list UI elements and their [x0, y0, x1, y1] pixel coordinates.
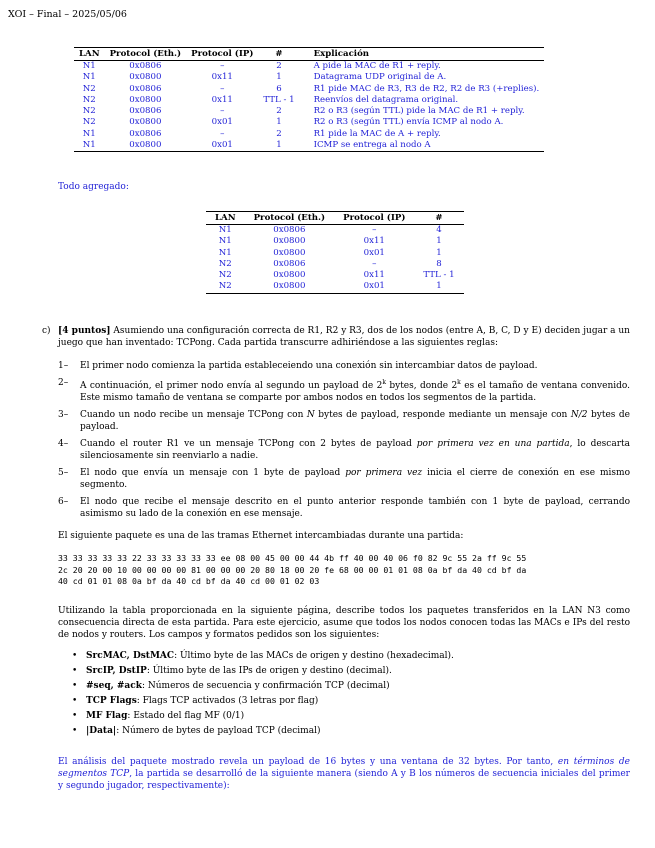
table-cell: 0x11 [211, 72, 233, 83]
table-cell: N2 [206, 281, 245, 293]
table-row [74, 95, 544, 106]
field-name: #seq, #ack [86, 681, 142, 691]
question-label: c) [42, 326, 51, 336]
question-text: Asumiendo una configuración correcta de R1, R2 y R3, dos de los nodos (entre A, B, C, D y E) deciden jugar a un juego que han inventado: TCPong. Cada partida transcurre adhiriéndose a las siguientes reglas: [58, 326, 630, 348]
table-cell: N2 [218, 258, 232, 269]
field-item [72, 679, 454, 694]
table-cell: 0x0800 [273, 247, 306, 258]
rule-text: El nodo que recibe el mensaje descrito en el punto anterior responde también con 1 byte de payload, cerrando asimismo su lado de la conexión en ese mensaje. [80, 497, 630, 519]
table-cell: Reenvíos del datagrama original. [313, 94, 459, 105]
aggregate-label: Todo agregado: [58, 182, 129, 192]
table-cell: – [372, 225, 377, 235]
table-cell: 0x0800 [273, 236, 306, 247]
rules-list [58, 360, 630, 525]
rule-text: A continuación, el primer nodo envía al segundo un payload de 2 [80, 381, 383, 391]
rule-item [58, 438, 630, 462]
rule-text: es el tamaño de ventana convenido. Este mismo tamaño de ventana se comparte por ambos nodos en todos los segmentos de la partida. [80, 381, 631, 403]
table-cell: – [220, 106, 225, 117]
table-cell: 1 [436, 247, 442, 258]
column-header: LAN [74, 48, 105, 61]
table-cell: R2 o R3 (según TTL) pide la MAC de R1 + reply. [313, 106, 525, 117]
column-header: # [414, 212, 463, 225]
field-item [72, 649, 454, 664]
table-cell: 0x0800 [129, 94, 162, 105]
table-cell: – [372, 258, 377, 269]
table-row [74, 72, 544, 83]
table-header-row [74, 48, 544, 61]
table-cell: N1 [218, 225, 232, 235]
column-header: LAN [206, 212, 245, 225]
table-row [74, 84, 544, 95]
table-cell: – [220, 128, 225, 139]
field-item [72, 664, 454, 679]
rule-number: 5– [58, 468, 69, 478]
rule-text: N [306, 410, 315, 420]
table-cell: 0x01 [334, 281, 414, 293]
points-label: [4 puntos] [58, 326, 111, 336]
column-header: Protocol (Eth.) [105, 48, 187, 61]
frame-intro: El siguiente paquete es una de las tramas Ethernet intercambiadas durante una partida: [58, 531, 464, 541]
table-cell: 0x0800 [273, 270, 306, 281]
table-cell: TTL - 1 [263, 94, 295, 105]
table-cell: 2 [276, 61, 282, 71]
table-row [206, 248, 464, 259]
rule-text: k [457, 379, 461, 386]
table-cell: 2 [276, 106, 282, 117]
rule-text: bytes de payload, responde mediante un mensaje con [314, 410, 571, 420]
rule-item [58, 496, 630, 520]
table-cell: N1 [218, 236, 232, 247]
field-description: : Estado del flag MF (0/1) [127, 711, 245, 721]
field-item [72, 694, 454, 709]
table-cell: N1 [82, 61, 96, 71]
table-body [206, 225, 464, 294]
field-name: |Data| [86, 726, 117, 736]
table-cell: N1 [82, 128, 96, 139]
rule-number: 3– [58, 410, 69, 420]
column-header: Explicación [300, 48, 545, 61]
question-statement [58, 325, 630, 349]
table-row [206, 281, 464, 293]
table-cell: 1 [276, 117, 282, 128]
table-cell: TTL - 1 [423, 270, 455, 281]
rule-item [58, 409, 630, 433]
fields-list [72, 649, 454, 739]
table-cell: 0x11 [363, 270, 385, 281]
rule-number: 6– [58, 497, 69, 507]
table-cell: N1 [218, 247, 232, 258]
instructions-paragraph: Utilizando la tabla proporcionada en la siguiente página, describe todos los paquetes transferidos en la LAN N3 como consecuencia directa de esta partida. Para este ejercicio, asume que todos los nodos conocen todas las MACs e IPs del resto de nodos y routers. Los campos y formatos pedidos son los siguientes: [58, 606, 630, 640]
field-name: TCP Flags [86, 696, 137, 706]
aggregate-table [206, 211, 464, 294]
table-cell: 0x0806 [273, 258, 306, 269]
column-header: Protocol (IP) [334, 212, 414, 225]
rule-text: Cuando el router R1 ve un mensaje TCPong con 2 bytes de payload [80, 439, 417, 449]
table-cell: 0x0800 [105, 140, 187, 152]
rule-text: El primer nodo comienza la partida estableceiendo una conexión sin intercambiar datos de payload. [80, 361, 538, 371]
table-row [206, 270, 464, 281]
table-cell: – [220, 83, 225, 94]
hex-line: 2c 20 20 00 10 00 00 00 00 81 00 00 00 20 80 18 00 20 fe 68 00 00 01 01 08 0a bf da 40 cd bf da [58, 564, 527, 575]
column-header: Protocol (IP) [186, 48, 258, 61]
table-row [74, 129, 544, 140]
question-c [42, 325, 630, 349]
table-cell: 6 [276, 83, 282, 94]
table-cell: 1 [276, 72, 282, 83]
table-cell: N2 [82, 106, 96, 117]
hex-line: 33 33 33 33 33 22 33 33 33 33 33 ee 08 00 45 00 00 44 4b ff 40 00 40 06 f0 82 9c 55 2a ff 9c 55 [58, 553, 527, 563]
rule-number: 1– [58, 361, 69, 371]
field-description: : Número de bytes de payload TCP (decimal) [116, 726, 321, 736]
rule-text: bytes, donde 2 [385, 381, 458, 391]
table-cell: 0x01 [211, 117, 233, 128]
table-row [206, 236, 464, 247]
table-cell: 0x11 [363, 236, 385, 247]
rule-number: 4– [58, 439, 69, 449]
rule-text: bytes de payload. [80, 410, 630, 432]
field-item [72, 724, 454, 739]
rule-text: El nodo que envía un mensaje con 1 byte de payload [80, 468, 346, 478]
field-name: MF Flag [86, 711, 128, 721]
table-cell: R1 pide MAC de R3, R3 de R2, R2 de R3 (+replies). [313, 83, 540, 94]
table-cell: 1 [436, 236, 442, 247]
table-cell: N1 [74, 140, 105, 152]
rule-text: N/2 [570, 410, 588, 420]
field-description: : Números de secuencia y confirmación TCP (decimal) [141, 681, 390, 691]
field-description: : Flags TCP activados (3 letras por flag) [136, 696, 319, 706]
table-cell: 1 [258, 140, 299, 152]
table-row [74, 106, 544, 117]
table-cell: 0x0806 [129, 83, 162, 94]
hex-dump [58, 553, 526, 588]
field-description: : Último byte de las IPs de origen y destino (decimal). [146, 666, 392, 676]
table-row [206, 259, 464, 270]
table-cell: N1 [82, 72, 96, 83]
field-description: : Último byte de las MACs de origen y destino (hexadecimal). [174, 651, 454, 661]
rule-item [58, 467, 630, 491]
table-cell: N2 [82, 94, 96, 105]
table-cell: N2 [82, 83, 96, 94]
field-item [72, 709, 454, 724]
column-header: Protocol (Eth.) [245, 212, 335, 225]
rule-text: inicia el cierre de conexión en ese mismo segmento. [80, 468, 631, 490]
rule-item [58, 360, 630, 372]
analysis-emphasis: en términos de segmentos TCP [58, 757, 630, 779]
analysis-text-end: , la partida se desarrolló de la siguiente manera (siendo A y B los números de secuencia iniciales del primer y segundo jugador, respectivamente): [58, 769, 630, 791]
table-cell: 0x01 [363, 247, 385, 258]
rule-text: , lo descarta silenciosamente sin reenviarlo a nadie. [80, 439, 630, 461]
table-cell: N2 [218, 270, 232, 281]
field-name: SrcIP, DstIP [86, 666, 147, 676]
table-cell: 0x01 [186, 140, 258, 152]
rule-text: por primera vez en una partida [416, 439, 570, 449]
table-cell: 0x0800 [129, 117, 162, 128]
table-cell: 8 [436, 258, 442, 269]
table-cell: 0x0806 [129, 106, 162, 117]
table-cell: 0x0806 [273, 225, 306, 235]
table-row [206, 225, 464, 237]
table-row [74, 61, 544, 73]
table-cell: R1 pide la MAC de A + reply. [313, 128, 441, 139]
table-cell: 0x11 [211, 94, 233, 105]
table-row [74, 117, 544, 128]
rule-number: 2– [58, 378, 69, 388]
arp-traffic-table [74, 47, 544, 152]
table-cell: 2 [276, 128, 282, 139]
table-cell: A pide la MAC de R1 + reply. [313, 61, 441, 71]
table-cell: 0x0806 [129, 128, 162, 139]
table-cell: N2 [82, 117, 96, 128]
rule-text: Cuando un nodo recibe un mensaje TCPong con [80, 410, 307, 420]
answer-analysis [58, 756, 630, 792]
table-cell: R2 o R3 (según TTL) envía ICMP al nodo A. [313, 117, 504, 128]
table-cell: 0x0800 [245, 281, 335, 293]
column-header: # [258, 48, 299, 61]
running-header: XOI – Final – 2025/05/06 [8, 9, 127, 20]
table-body [74, 61, 544, 152]
table-cell: 1 [414, 281, 463, 293]
rule-item [58, 377, 630, 404]
table-cell: Datagrama UDP original de A. [313, 72, 447, 83]
hex-line: 40 cd 01 01 08 0a bf da 40 cd bf da 40 cd 00 01 02 03 [58, 576, 320, 587]
table-cell: ICMP se entrega al nodo A [300, 140, 545, 152]
table-cell: 0x0800 [129, 72, 162, 83]
field-name: SrcMAC, DstMAC [86, 651, 175, 661]
table-row [74, 140, 544, 152]
rule-text: por primera vez [345, 468, 423, 478]
table-cell: 0x0806 [129, 61, 162, 71]
analysis-text: El análisis del paquete mostrado revela un payload de 16 bytes y una ventana de 32 bytes. Por tanto, [58, 757, 558, 767]
rule-text: k [382, 379, 386, 386]
table-header-row [206, 212, 464, 225]
table-cell: – [220, 61, 225, 71]
table-cell: 4 [436, 225, 442, 235]
